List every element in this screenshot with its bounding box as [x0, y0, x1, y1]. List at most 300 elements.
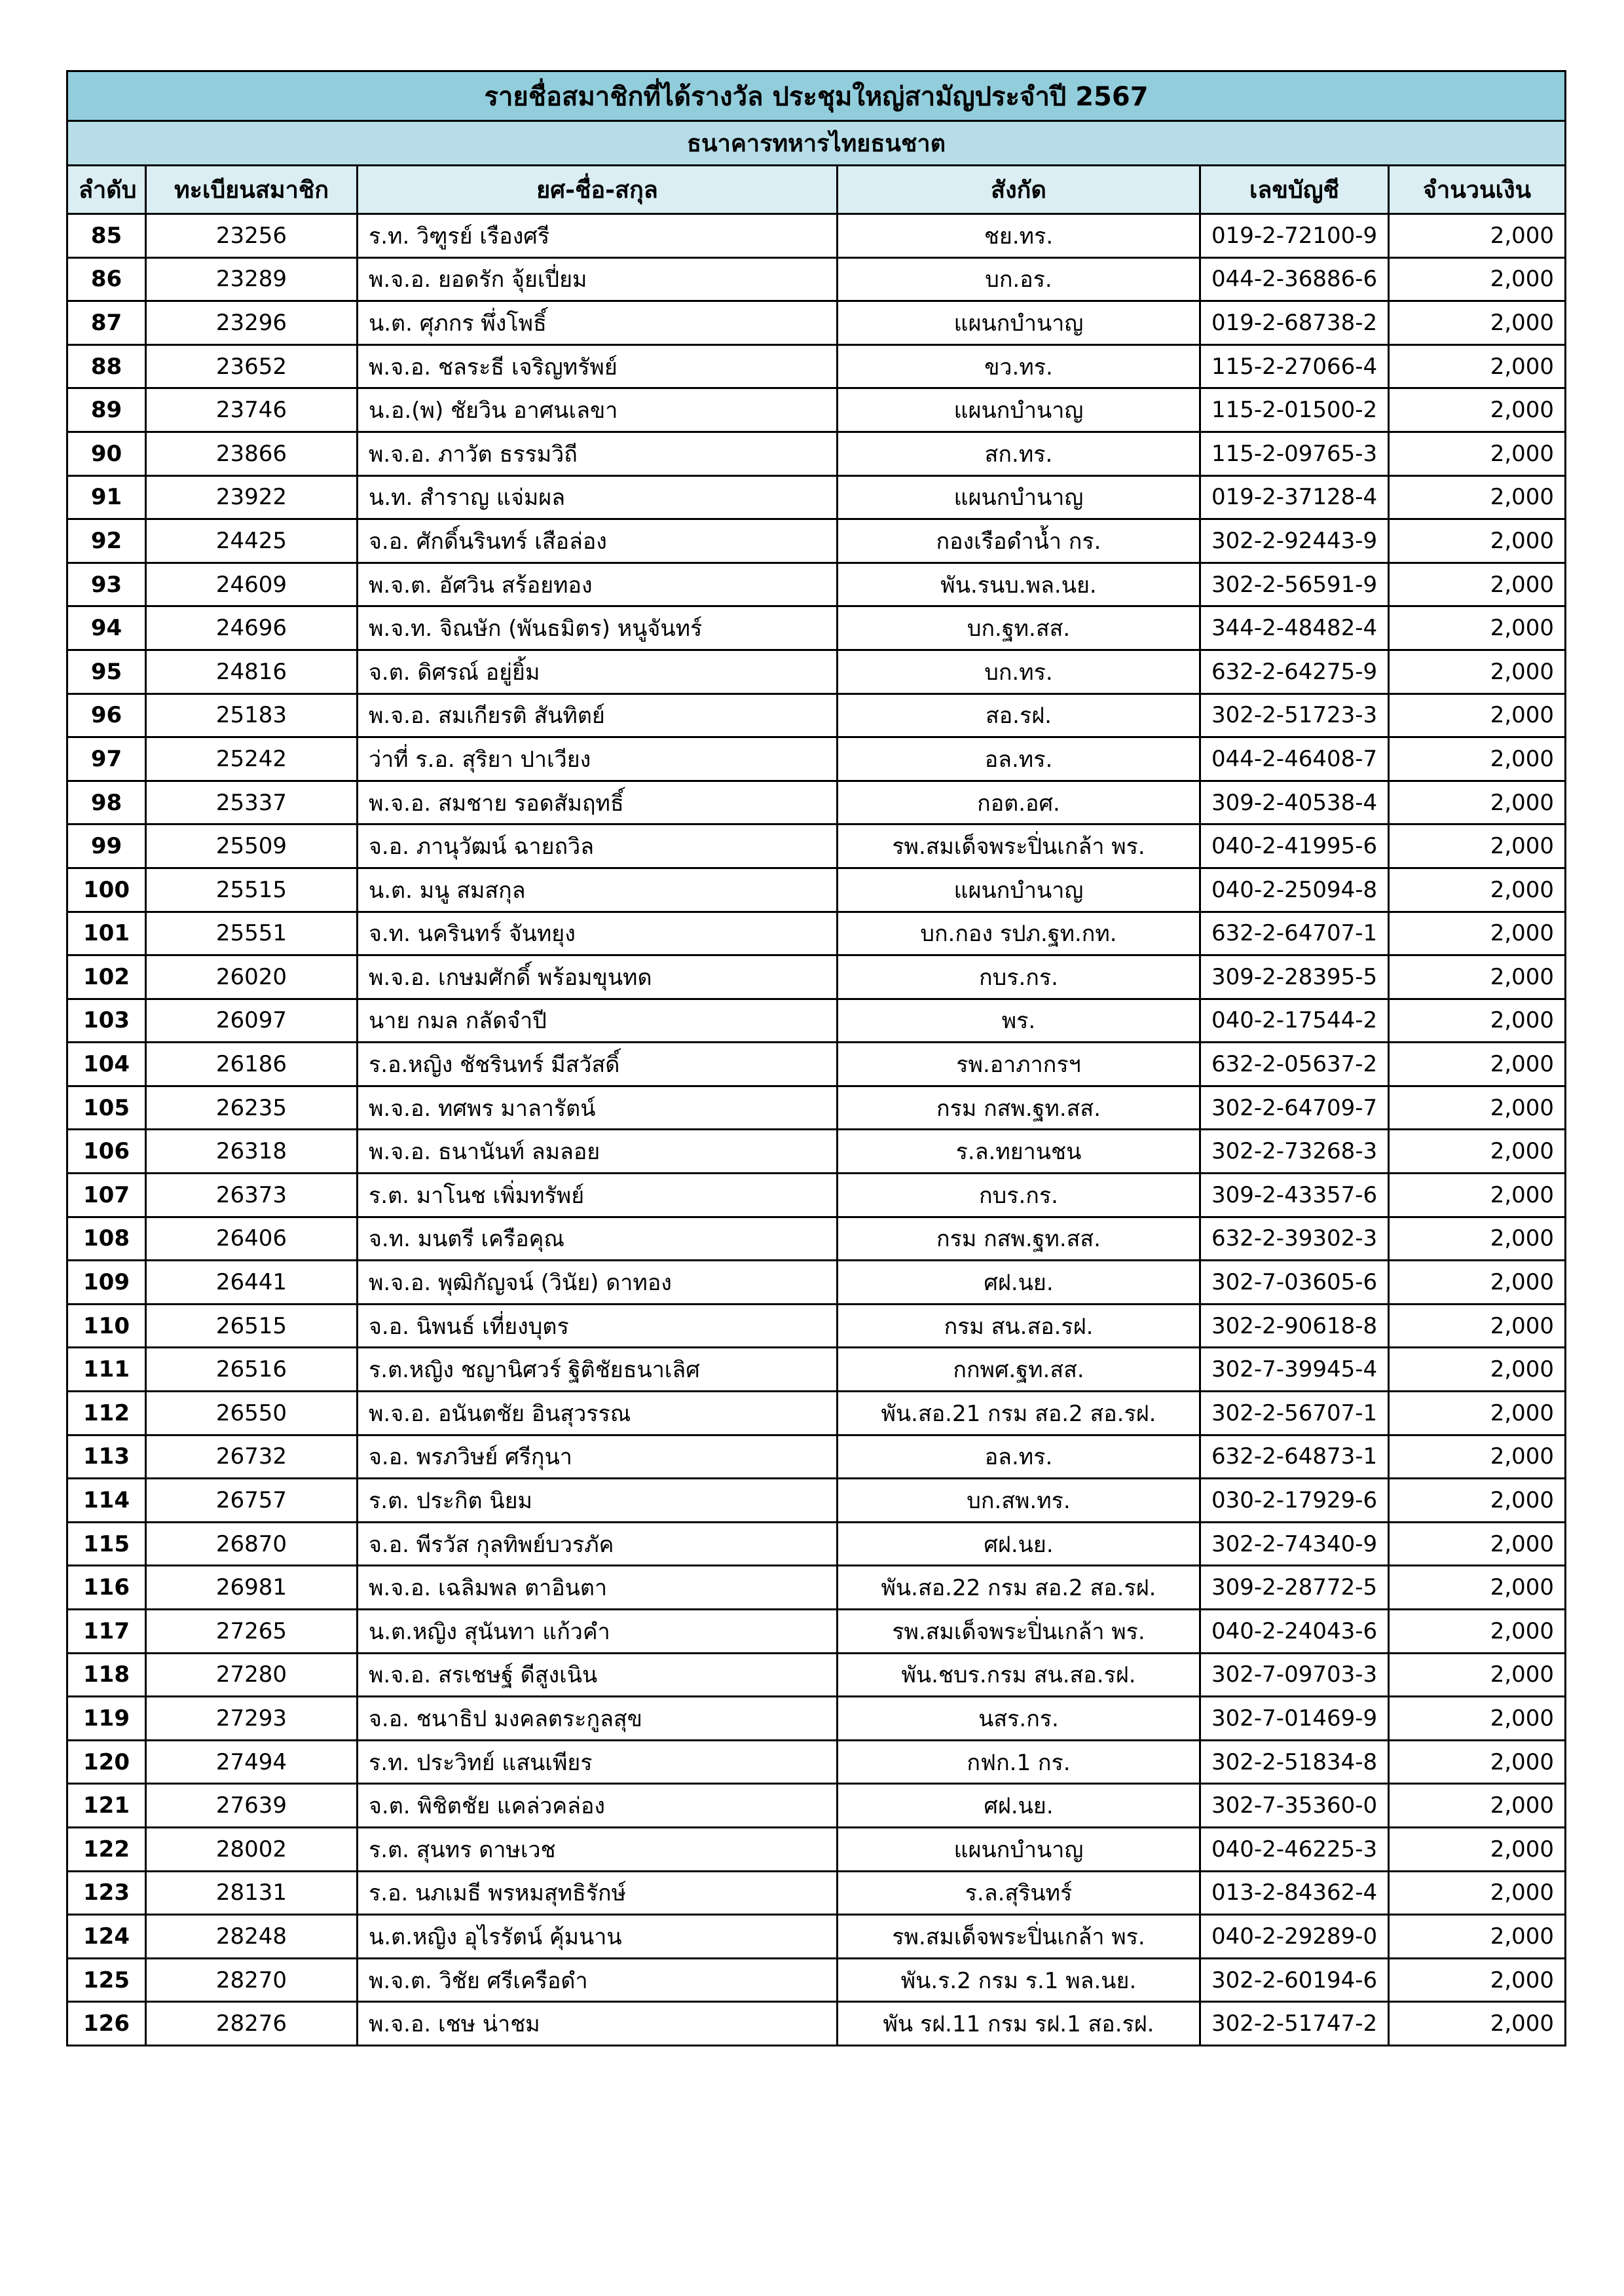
row-amount: 2,000 [1389, 214, 1566, 258]
row-unit: รพ.สมเด็จพระปิ่นเกล้า พร. [838, 1915, 1200, 1959]
header-unit: สังกัด [838, 166, 1200, 214]
row-account: 115-2-27066-4 [1200, 344, 1389, 388]
table-row [67, 1784, 1566, 1828]
table-row [67, 955, 1566, 999]
row-order: 115 [67, 1522, 146, 1566]
table-row [67, 1915, 1566, 1959]
table-row [67, 1043, 1566, 1086]
row-member-id: 24609 [146, 563, 358, 606]
table-row [67, 1392, 1566, 1435]
row-order: 94 [67, 606, 146, 650]
row-member-id: 26516 [146, 1348, 358, 1392]
row-name: จ.ต. ดิศรณ์ อยู่ยิ้ม [358, 650, 838, 694]
row-account: 302-7-09703-3 [1200, 1653, 1389, 1697]
row-order: 93 [67, 563, 146, 606]
row-name: ว่าที่ ร.อ. สุริยา ปาเวียง [358, 737, 838, 781]
row-account: 632-2-64873-1 [1200, 1435, 1389, 1479]
header-amount: จำนวนเงิน [1389, 166, 1566, 214]
row-account: 302-7-35360-0 [1200, 1784, 1389, 1828]
table-row [67, 868, 1566, 912]
row-unit: แผนกบำนาญ [838, 868, 1200, 912]
row-account: 632-2-64707-1 [1200, 912, 1389, 955]
row-account: 013-2-84362-4 [1200, 1871, 1389, 1915]
row-amount: 2,000 [1389, 1348, 1566, 1392]
row-name: จ.ท. นครินทร์ จันทยุง [358, 912, 838, 955]
row-unit: พัน.รนบ.พล.นย. [838, 563, 1200, 606]
table-row [67, 1566, 1566, 1610]
row-amount: 2,000 [1389, 1086, 1566, 1130]
row-amount: 2,000 [1389, 999, 1566, 1043]
row-order: 100 [67, 868, 146, 912]
award-list-sheet [66, 70, 1564, 2046]
row-member-id: 28002 [146, 1827, 358, 1871]
row-unit: ศฝ.นย. [838, 1261, 1200, 1305]
row-name: พ.จ.อ. ภาวัต ธรรมวิถี [358, 432, 838, 475]
row-order: 121 [67, 1784, 146, 1828]
row-account: 309-2-43357-6 [1200, 1174, 1389, 1217]
row-account: 040-2-17544-2 [1200, 999, 1389, 1043]
table-row [67, 737, 1566, 781]
row-order: 102 [67, 955, 146, 999]
row-amount: 2,000 [1389, 1435, 1566, 1479]
table-row [67, 388, 1566, 432]
row-account: 044-2-46408-7 [1200, 737, 1389, 781]
row-member-id: 26318 [146, 1130, 358, 1174]
table-row [67, 2002, 1566, 2046]
row-member-id: 25183 [146, 694, 358, 737]
header-member-id: ทะเบียนสมาชิก [146, 166, 358, 214]
row-name: พ.จ.อ. สรเชษฐ์ ดีสูงเนิน [358, 1653, 838, 1697]
row-amount: 2,000 [1389, 1304, 1566, 1348]
row-unit: สก.ทร. [838, 432, 1200, 475]
row-amount: 2,000 [1389, 781, 1566, 824]
row-member-id: 26373 [146, 1174, 358, 1217]
row-account: 302-2-51747-2 [1200, 2002, 1389, 2046]
table-row [67, 1304, 1566, 1348]
row-name: จ.ท. มนตรี เครือคุณ [358, 1217, 838, 1261]
row-amount: 2,000 [1389, 1958, 1566, 2002]
row-amount: 2,000 [1389, 1479, 1566, 1523]
row-amount: 2,000 [1389, 519, 1566, 563]
row-unit: พร. [838, 999, 1200, 1043]
row-order: 111 [67, 1348, 146, 1392]
table-row [67, 999, 1566, 1043]
row-unit: รพ.สมเด็จพระปิ่นเกล้า พร. [838, 1610, 1200, 1654]
row-amount: 2,000 [1389, 1392, 1566, 1435]
row-order: 118 [67, 1653, 146, 1697]
row-amount: 2,000 [1389, 1827, 1566, 1871]
document-title: รายชื่อสมาชิกที่ได้รางวัล ประชุมใหญ่สามัญประจำปี 2567 [67, 71, 1566, 121]
row-unit: กบร.กร. [838, 955, 1200, 999]
row-unit: แผนกบำนาญ [838, 301, 1200, 345]
table-row [67, 1653, 1566, 1697]
row-name: พ.จ.ต. วิชัย ศรีเครือดำ [358, 1958, 838, 2002]
row-member-id: 26186 [146, 1043, 358, 1086]
row-amount: 2,000 [1389, 344, 1566, 388]
row-unit: อล.ทร. [838, 737, 1200, 781]
row-unit: ศฝ.นย. [838, 1522, 1200, 1566]
row-member-id: 23922 [146, 475, 358, 519]
row-order: 117 [67, 1610, 146, 1654]
table-row [67, 1610, 1566, 1654]
row-account: 302-2-51723-3 [1200, 694, 1389, 737]
row-name: จ.อ. ศักดิ์นรินทร์ เสือล่อง [358, 519, 838, 563]
row-amount: 2,000 [1389, 868, 1566, 912]
row-account: 115-2-09765-3 [1200, 432, 1389, 475]
row-name: จ.อ. ชนาธิป มงคลตระกูลสุข [358, 1697, 838, 1741]
row-name: ร.ต. ประกิต นิยม [358, 1479, 838, 1523]
row-amount: 2,000 [1389, 1043, 1566, 1086]
row-amount: 2,000 [1389, 1915, 1566, 1959]
row-account: 302-7-39945-4 [1200, 1348, 1389, 1392]
row-order: 105 [67, 1086, 146, 1130]
table-body [67, 214, 1566, 2046]
row-unit: บก.กอง รปภ.ฐท.กท. [838, 912, 1200, 955]
row-unit: พัน.ร.2 กรม ร.1 พล.นย. [838, 1958, 1200, 2002]
row-name: พ.จ.อ. พุฒิกัญจน์ (วินัย) ดาทอง [358, 1261, 838, 1305]
row-account: 030-2-17929-6 [1200, 1479, 1389, 1523]
row-order: 110 [67, 1304, 146, 1348]
row-name: จ.อ. พรภวิษย์ ศรีกุนา [358, 1435, 838, 1479]
row-amount: 2,000 [1389, 1566, 1566, 1610]
row-unit: ร.ล.สุรินทร์ [838, 1871, 1200, 1915]
row-unit: พัน.สอ.22 กรม สอ.2 สอ.รฝ. [838, 1566, 1200, 1610]
row-amount: 2,000 [1389, 606, 1566, 650]
award-table [66, 70, 1566, 2046]
row-account: 632-2-39302-3 [1200, 1217, 1389, 1261]
row-amount: 2,000 [1389, 1174, 1566, 1217]
row-unit: กกพศ.ฐท.สส. [838, 1348, 1200, 1392]
row-name: น.ต.หญิง สุนันทา แก้วคำ [358, 1610, 838, 1654]
row-account: 302-2-56707-1 [1200, 1392, 1389, 1435]
row-member-id: 26757 [146, 1479, 358, 1523]
table-row [67, 344, 1566, 388]
row-name: จ.อ. ภานุวัฒน์ ฉายถวิล [358, 824, 838, 868]
row-unit: บก.ทร. [838, 650, 1200, 694]
header-name: ยศ-ชื่อ-สกุล [358, 166, 838, 214]
table-row [67, 563, 1566, 606]
table-row [67, 1174, 1566, 1217]
row-account: 040-2-24043-6 [1200, 1610, 1389, 1654]
row-unit: กรม กสพ.ฐท.สส. [838, 1217, 1200, 1261]
row-account: 302-2-51834-8 [1200, 1740, 1389, 1784]
row-order: 96 [67, 694, 146, 737]
row-name: พ.จ.อ. ทศพร มาลารัตน์ [358, 1086, 838, 1130]
row-member-id: 23289 [146, 257, 358, 301]
row-order: 95 [67, 650, 146, 694]
row-member-id: 24425 [146, 519, 358, 563]
row-account: 115-2-01500-2 [1200, 388, 1389, 432]
table-row [67, 694, 1566, 737]
table-row [67, 1871, 1566, 1915]
row-unit: พัน รฝ.11 กรม รฝ.1 สอ.รฝ. [838, 2002, 1200, 2046]
row-member-id: 26550 [146, 1392, 358, 1435]
header-order: ลำดับ [67, 166, 146, 214]
row-member-id: 27494 [146, 1740, 358, 1784]
row-unit: กรม สน.สอ.รฝ. [838, 1304, 1200, 1348]
row-member-id: 28131 [146, 1871, 358, 1915]
row-account: 019-2-37128-4 [1200, 475, 1389, 519]
row-account: 302-2-64709-7 [1200, 1086, 1389, 1130]
row-unit: ร.ล.ทยานชน [838, 1130, 1200, 1174]
row-member-id: 27639 [146, 1784, 358, 1828]
row-amount: 2,000 [1389, 650, 1566, 694]
row-order: 126 [67, 2002, 146, 2046]
row-order: 101 [67, 912, 146, 955]
row-name: พ.จ.อ. สมเกียรติ สันทิตย์ [358, 694, 838, 737]
row-unit: รพ.สมเด็จพระปิ่นเกล้า พร. [838, 824, 1200, 868]
row-order: 99 [67, 824, 146, 868]
row-member-id: 26097 [146, 999, 358, 1043]
row-member-id: 25242 [146, 737, 358, 781]
row-name: ร.ต. มาโนช เพิ่มทรัพย์ [358, 1174, 838, 1217]
row-account: 632-2-64275-9 [1200, 650, 1389, 694]
row-account: 019-2-72100-9 [1200, 214, 1389, 258]
row-account: 040-2-41995-6 [1200, 824, 1389, 868]
row-order: 125 [67, 1958, 146, 2002]
row-order: 97 [67, 737, 146, 781]
row-unit: รพ.อาภากรฯ [838, 1043, 1200, 1086]
row-amount: 2,000 [1389, 694, 1566, 737]
row-member-id: 28276 [146, 2002, 358, 2046]
row-amount: 2,000 [1389, 1871, 1566, 1915]
row-order: 88 [67, 344, 146, 388]
row-member-id: 23296 [146, 301, 358, 345]
row-member-id: 25515 [146, 868, 358, 912]
row-unit: บก.ฐท.สส. [838, 606, 1200, 650]
row-account: 302-2-60194-6 [1200, 1958, 1389, 2002]
row-unit: บก.อร. [838, 257, 1200, 301]
header-account: เลขบัญชี [1200, 166, 1389, 214]
row-name: จ.อ. นิพนธ์ เที่ยงบุตร [358, 1304, 838, 1348]
row-member-id: 23866 [146, 432, 358, 475]
row-unit: ชย.ทร. [838, 214, 1200, 258]
column-header-row [67, 166, 1566, 214]
row-name: นาย กมล กลัดจำปี [358, 999, 838, 1043]
row-amount: 2,000 [1389, 475, 1566, 519]
row-name: ร.อ.หญิง ชัชรินทร์ มีสวัสดิ์ [358, 1043, 838, 1086]
row-member-id: 26020 [146, 955, 358, 999]
row-amount: 2,000 [1389, 432, 1566, 475]
table-row [67, 1348, 1566, 1392]
title-row [67, 71, 1566, 121]
row-account: 309-2-28395-5 [1200, 955, 1389, 999]
table-row [67, 301, 1566, 345]
row-amount: 2,000 [1389, 824, 1566, 868]
table-row [67, 1261, 1566, 1305]
row-amount: 2,000 [1389, 1653, 1566, 1697]
row-name: ร.อ. นภเมธี พรหมสุทธิรักษ์ [358, 1871, 838, 1915]
row-order: 98 [67, 781, 146, 824]
table-row [67, 214, 1566, 258]
row-name: พ.จ.อ. เชษ น่าชม [358, 2002, 838, 2046]
table-row [67, 1697, 1566, 1741]
row-order: 89 [67, 388, 146, 432]
table-row [67, 1086, 1566, 1130]
row-member-id: 24696 [146, 606, 358, 650]
row-order: 123 [67, 1871, 146, 1915]
row-account: 302-2-92443-9 [1200, 519, 1389, 563]
row-amount: 2,000 [1389, 955, 1566, 999]
row-unit: กบร.กร. [838, 1174, 1200, 1217]
row-name: ร.ต.หญิง ชญานิศวร์ ฐิติชัยธนาเลิศ [358, 1348, 838, 1392]
table-row [67, 824, 1566, 868]
row-order: 113 [67, 1435, 146, 1479]
row-amount: 2,000 [1389, 1610, 1566, 1654]
row-amount: 2,000 [1389, 2002, 1566, 2046]
row-account: 040-2-29289-0 [1200, 1915, 1389, 1959]
row-member-id: 28248 [146, 1915, 358, 1959]
row-amount: 2,000 [1389, 1130, 1566, 1174]
row-name: พ.จ.อ. ธนานันท์ ลมลอย [358, 1130, 838, 1174]
row-order: 106 [67, 1130, 146, 1174]
row-name: พ.จ.อ. ชลระธี เจริญทรัพย์ [358, 344, 838, 388]
row-member-id: 26235 [146, 1086, 358, 1130]
row-account: 309-2-40538-4 [1200, 781, 1389, 824]
row-unit: ศฝ.นย. [838, 1784, 1200, 1828]
row-order: 119 [67, 1697, 146, 1741]
row-order: 87 [67, 301, 146, 345]
row-unit: สอ.รฝ. [838, 694, 1200, 737]
row-name: น.อ.(พ) ชัยวิน อาศนเลขา [358, 388, 838, 432]
row-account: 040-2-25094-8 [1200, 868, 1389, 912]
row-unit: บก.สพ.ทร. [838, 1479, 1200, 1523]
row-name: พ.จ.อ. สมชาย รอดสัมฤทธิ์ [358, 781, 838, 824]
row-member-id: 25337 [146, 781, 358, 824]
row-name: พ.จ.อ. ยอดรัก จุ้ยเปี่ยม [358, 257, 838, 301]
row-order: 91 [67, 475, 146, 519]
row-unit: กรม กสพ.ฐท.สส. [838, 1086, 1200, 1130]
row-amount: 2,000 [1389, 563, 1566, 606]
row-amount: 2,000 [1389, 1740, 1566, 1784]
row-unit: นสร.กร. [838, 1697, 1200, 1741]
row-name: น.ต. มนู สมสกุล [358, 868, 838, 912]
row-name: พ.จ.อ. เกษมศักดิ์ พร้อมขุนทด [358, 955, 838, 999]
row-name: ร.ต. สุนทร ดาษเวช [358, 1827, 838, 1871]
row-account: 302-2-90618-8 [1200, 1304, 1389, 1348]
row-name: พ.จ.ต. อัศวิน สร้อยทอง [358, 563, 838, 606]
row-account: 344-2-48482-4 [1200, 606, 1389, 650]
row-account: 309-2-28772-5 [1200, 1566, 1389, 1610]
bank-name: ธนาคารทหารไทยธนชาต [67, 121, 1566, 166]
row-amount: 2,000 [1389, 1522, 1566, 1566]
row-amount: 2,000 [1389, 1261, 1566, 1305]
row-account: 302-2-74340-9 [1200, 1522, 1389, 1566]
row-amount: 2,000 [1389, 257, 1566, 301]
row-member-id: 26441 [146, 1261, 358, 1305]
row-member-id: 26981 [146, 1566, 358, 1610]
row-member-id: 26515 [146, 1304, 358, 1348]
row-order: 86 [67, 257, 146, 301]
row-name: ร.ท. ประวิทย์ แสนเพียร [358, 1740, 838, 1784]
table-row [67, 1435, 1566, 1479]
row-member-id: 27280 [146, 1653, 358, 1697]
row-order: 90 [67, 432, 146, 475]
row-amount: 2,000 [1389, 388, 1566, 432]
row-amount: 2,000 [1389, 737, 1566, 781]
table-row [67, 650, 1566, 694]
row-name: ร.ท. วิฑูรย์ เรืองศรี [358, 214, 838, 258]
row-name: พ.จ.อ. อนันตชัย อินสุวรรณ [358, 1392, 838, 1435]
row-name: น.ต.หญิง อุไรรัตน์ คุ้มนาน [358, 1915, 838, 1959]
row-member-id: 26732 [146, 1435, 358, 1479]
row-order: 108 [67, 1217, 146, 1261]
row-account: 040-2-46225-3 [1200, 1827, 1389, 1871]
table-row [67, 475, 1566, 519]
table-row [67, 1217, 1566, 1261]
bank-row [67, 121, 1566, 166]
row-unit: พัน.สอ.21 กรม สอ.2 สอ.รฝ. [838, 1392, 1200, 1435]
row-name: พ.จ.ท. จิณษัก (พันธมิตร) หนูจันทร์ [358, 606, 838, 650]
table-row [67, 1740, 1566, 1784]
row-amount: 2,000 [1389, 1784, 1566, 1828]
table-row [67, 606, 1566, 650]
row-amount: 2,000 [1389, 1217, 1566, 1261]
row-order: 104 [67, 1043, 146, 1086]
row-order: 122 [67, 1827, 146, 1871]
row-account: 019-2-68738-2 [1200, 301, 1389, 345]
table-row [67, 519, 1566, 563]
row-account: 632-2-05637-2 [1200, 1043, 1389, 1086]
table-row [67, 1827, 1566, 1871]
table-row [67, 781, 1566, 824]
row-order: 114 [67, 1479, 146, 1523]
row-order: 103 [67, 999, 146, 1043]
table-row [67, 1479, 1566, 1523]
row-order: 92 [67, 519, 146, 563]
row-member-id: 26870 [146, 1522, 358, 1566]
row-member-id: 27293 [146, 1697, 358, 1741]
row-member-id: 24816 [146, 650, 358, 694]
row-unit: ขว.ทร. [838, 344, 1200, 388]
table-row [67, 1958, 1566, 2002]
row-account: 302-7-03605-6 [1200, 1261, 1389, 1305]
row-unit: กองเรือดำน้ำ กร. [838, 519, 1200, 563]
row-unit: แผนกบำนาญ [838, 388, 1200, 432]
row-order: 85 [67, 214, 146, 258]
row-name: พ.จ.อ. เฉลิมพล ตาอินตา [358, 1566, 838, 1610]
row-member-id: 25509 [146, 824, 358, 868]
row-account: 302-2-56591-9 [1200, 563, 1389, 606]
row-order: 116 [67, 1566, 146, 1610]
row-member-id: 23256 [146, 214, 358, 258]
row-member-id: 28270 [146, 1958, 358, 2002]
row-member-id: 27265 [146, 1610, 358, 1654]
row-member-id: 23652 [146, 344, 358, 388]
row-member-id: 23746 [146, 388, 358, 432]
table-row [67, 257, 1566, 301]
row-name: น.ท. สำราญ แจ่มผล [358, 475, 838, 519]
table-row [67, 1522, 1566, 1566]
row-order: 124 [67, 1915, 146, 1959]
row-amount: 2,000 [1389, 301, 1566, 345]
row-unit: กฟก.1 กร. [838, 1740, 1200, 1784]
row-unit: พัน.ชบร.กรม สน.สอ.รฝ. [838, 1653, 1200, 1697]
row-amount: 2,000 [1389, 912, 1566, 955]
row-member-id: 25551 [146, 912, 358, 955]
row-name: จ.อ. พีรวัส กุลทิพย์บวรภัค [358, 1522, 838, 1566]
row-member-id: 26406 [146, 1217, 358, 1261]
row-account: 302-2-73268-3 [1200, 1130, 1389, 1174]
row-name: จ.ต. พิชิตชัย แคล่วคล่อง [358, 1784, 838, 1828]
row-unit: อล.ทร. [838, 1435, 1200, 1479]
table-row [67, 1130, 1566, 1174]
row-order: 107 [67, 1174, 146, 1217]
row-unit: กอต.อศ. [838, 781, 1200, 824]
row-account: 302-7-01469-9 [1200, 1697, 1389, 1741]
row-amount: 2,000 [1389, 1697, 1566, 1741]
row-unit: แผนกบำนาญ [838, 475, 1200, 519]
